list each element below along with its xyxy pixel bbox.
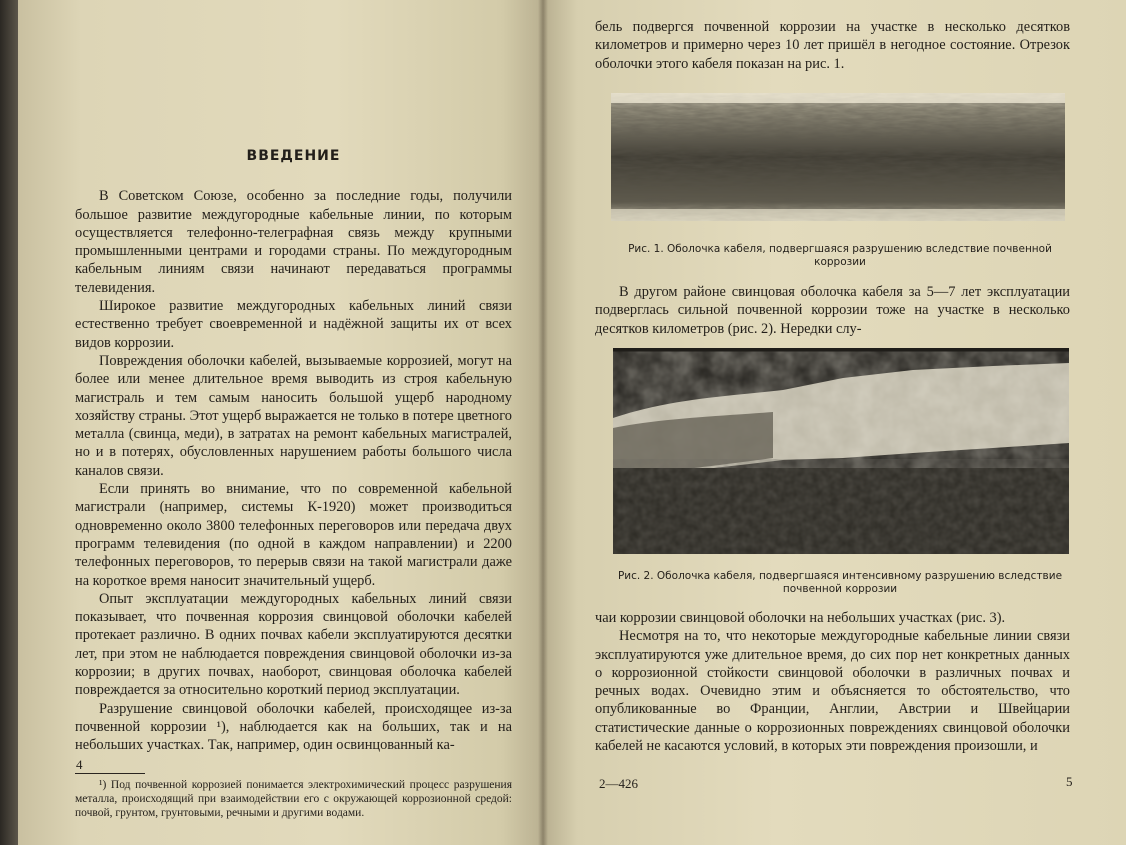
right-bottom-text bbox=[595, 609, 1070, 755]
right-middle-text bbox=[595, 283, 1070, 338]
footnote: ¹) Под почвенной коррозией понимается электрохимический процесс разрушения металла, происходящий при взаимодействии его с окружающей коррозионной средой: почвой, грунтом, грунтовыми, речными и другими водами. bbox=[75, 778, 512, 819]
introduction-heading: ВВЕДЕНИЕ bbox=[246, 148, 341, 164]
left-paragraph-3: Повреждения оболочки кабелей, вызываемые коррозией, могут на более или менее длительное время выводить из строя кабельную магистраль и тем самым наносить большой ущерб народному хозяйству страны. Этот ущерб выражается не только в потере цветного металла (свинца, меди), в затратах на ремонт кабельных магистралей, но и в потерях, обусловленных нарушением работы большого числа каналов связи. bbox=[75, 352, 512, 479]
right-paragraph-cont: чаи коррозии свинцовой оболочки на небольших участках (рис. 3). bbox=[595, 610, 1006, 626]
left-paragraph-6: Разрушение свинцовой оболочки кабелей, происходящее из-за почвенной коррозии ¹), наблюдается как на больших, так и на небольших участках. Так, например, один освинцованный ка- bbox=[75, 700, 512, 754]
right-top-text bbox=[595, 18, 1070, 73]
book-gutter bbox=[538, 0, 548, 845]
right-paragraph-last: Несмотря на то, что некоторые междугородные кабельные линии связи эксплуатируются уже длительное время, до сих пор нет конкретных данных о коррозионной стойкости свинцовой оболочки в различных почвах и речных водах. Очевидно этим и объясняется то обстоятельство, что опубликованные во Франции, Англии, Австрии и Швейцарии статистические данные о коррозионных повреждениях свинцовой оболочки кабелей не касаются условий, в которых эти повреждения произошли, и bbox=[595, 628, 1070, 755]
figure-1-image bbox=[611, 93, 1065, 221]
figure-1-photo bbox=[611, 93, 1065, 221]
left-paragraph-4: Если принять во внимание, что по современной кабельной магистрали (например, системы К-1920) может производиться одновременно около 3800 телефонных переговоров или передача двух программ телевидения (по одной в каждом направлении) и 2200 телефонных переговоров, то перерыв связи на такой магистрали даже на короткое время наносит значительный ущерб. bbox=[75, 481, 512, 589]
right-paragraph-top: бель подвергся почвенной коррозии на участке в несколько десятков километров и примерно через 10 лет пришёл в негодное состояние. Отрезок оболочки этого кабеля показан на рис. 1. bbox=[595, 19, 1070, 72]
left-page-number: 4 bbox=[76, 757, 83, 772]
left-paragraph-2: Широкое развитие междугородных кабельных линий связи естественно требует своевременной и надёжной защиты их от всех видов коррозии. bbox=[75, 298, 512, 351]
figure-2-photo bbox=[613, 348, 1069, 554]
right-paragraph-mid: В другом районе свинцовая оболочка кабеля за 5—7 лет эксплуатации подверглась сильной почвенной коррозии тоже на участке в несколько десятков километров (рис. 2). Нередки слу- bbox=[595, 284, 1070, 337]
figure-2-image bbox=[613, 348, 1069, 554]
left-text-column bbox=[75, 147, 512, 820]
left-paragraph-5: Опыт эксплуатации междугородных кабельных линий связи показывает, что почвенная коррозия свинцовой оболочки кабелей протекает различно. В одних почвах кабели эксплуатируются десятки лет, при этом не наблюдается повреждения свинцовой оболочки из-за коррозии; в других почвах, наоборот, свинцовая оболочка кабелей повреждается за относительно короткий период эксплуатации. bbox=[75, 590, 512, 699]
figure-2-caption: Рис. 2. Оболочка кабеля, подвергшаяся интенсивному разрушению вследствие почвенной коррозии bbox=[617, 570, 1063, 595]
book-edge bbox=[0, 0, 18, 845]
right-page-number: 5 bbox=[1066, 774, 1073, 789]
right-page bbox=[543, 0, 1126, 845]
left-paragraph-1: В Советском Союзе, особенно за последние годы, получили большое развитие междугородные кабельные линии, по которым осуществляется телефонно-телеграфная связь между крупными промышленными центрами и городами страны. По междугородным кабельным линиям связи начинают передаваться программы телевидения. bbox=[75, 188, 512, 296]
figure-1-caption: Рис. 1. Оболочка кабеля, подвергшаяся разрушению вследствие почвенной коррозии bbox=[628, 243, 1052, 268]
left-page bbox=[18, 0, 543, 845]
footnote-rule bbox=[75, 773, 145, 774]
printer-signature: 2—426 bbox=[599, 776, 638, 791]
